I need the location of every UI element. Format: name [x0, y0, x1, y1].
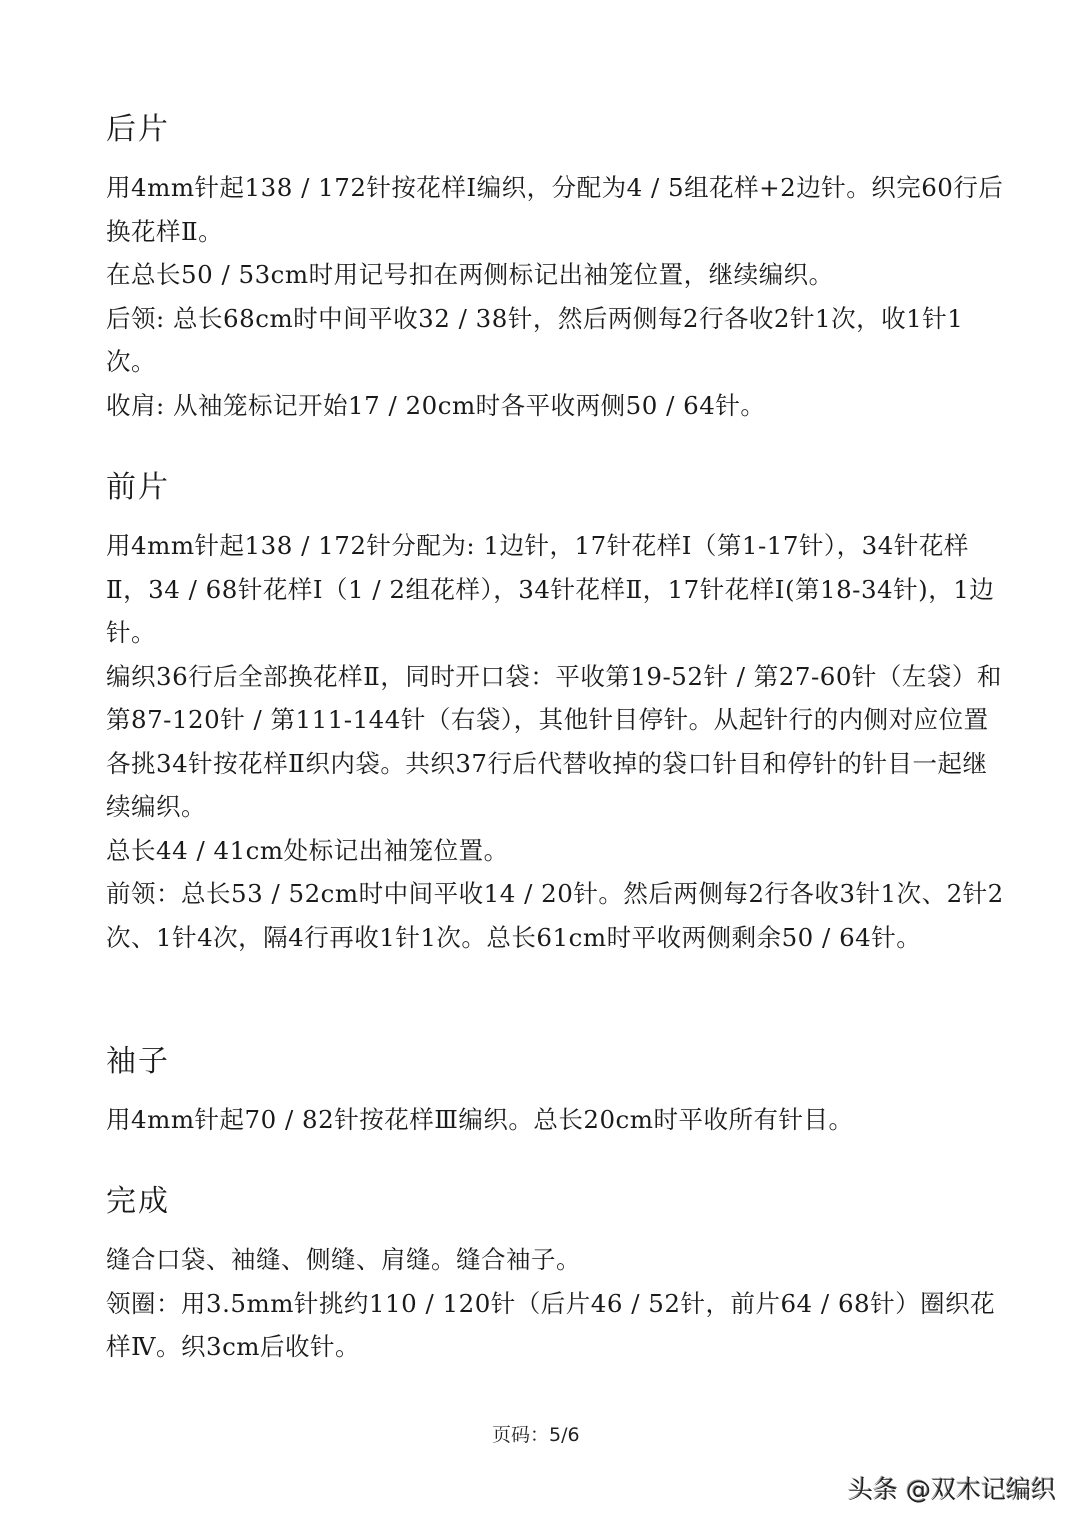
- watermark: 头条 @双木记编织: [848, 1475, 1056, 1504]
- section-finishing: [106, 1182, 1006, 1369]
- paragraph: 收肩: 从袖笼标记开始17 / 20cm时各平收两侧50 / 64针。: [106, 390, 766, 420]
- paragraph: 总长44 / 41cm处标记出袖笼位置。: [106, 835, 509, 865]
- paragraph: 在总长50 / 53cm时用记号扣在两侧标记出袖笼位置，继续编织。: [106, 260, 834, 289]
- paragraph: 用4mm针起138 / 172针按花样Ⅰ编织，分配为4 / 5组花样+2边针。织完60行后换花样Ⅱ。: [106, 173, 1004, 246]
- section-front-piece: [106, 468, 1006, 959]
- paragraph: 编织36行后全部换花样Ⅱ，同时开口袋：平收第19-52针 / 第27-60针（左袋）和第87-120针 / 第111-144针（右袋），其他针目停针。从起针行的内侧对应位置各挑34针按花样Ⅱ织内袋。共织37行后代替收掉的袋口针目和停针的针目一起继续编织。: [106, 661, 1002, 821]
- paragraph: 用4mm针起70 / 82针按花样Ⅲ编织。总长20cm时平收所有针目。: [106, 1105, 854, 1134]
- paragraph: 领圈：用3.5mm针挑约110 / 120针（后片46 / 52针，前片64 / 68针）圈织花样Ⅳ。织3cm后收针。: [106, 1288, 996, 1361]
- paragraph: 后领: 总长68cm时中间平收32 / 38针，然后两侧每2行各收2针1次，收1针1次。: [106, 303, 964, 376]
- section-title: 前片: [106, 470, 170, 505]
- paragraph: 用4mm针起138 / 172针分配为: 1边针，17针花样Ⅰ（第1-17针），34针花样Ⅱ，34 / 68针花样Ⅰ（1 / 2组花样），34针花样Ⅱ，17针花样Ⅰ(第18-34针)，1边针。: [106, 531, 995, 647]
- paragraph: 缝合口袋、袖缝、侧缝、肩缝。缝合袖子。: [106, 1245, 581, 1274]
- section-title: 完成: [106, 1184, 170, 1219]
- page-number: 页码：5/6: [492, 1424, 580, 1446]
- section-title: 袖子: [106, 1044, 170, 1079]
- section-back-piece: [106, 110, 1006, 427]
- paragraph: 前领：总长53 / 52cm时中间平收14 / 20针。然后两侧每2行各收3针1次、2针2次、1针4次，隔4行再收1针1次。总长61cm时平收两侧剩余50 / 64针。: [106, 879, 1004, 952]
- section-title: 后片: [106, 112, 170, 147]
- section-sleeves: [106, 1042, 1006, 1142]
